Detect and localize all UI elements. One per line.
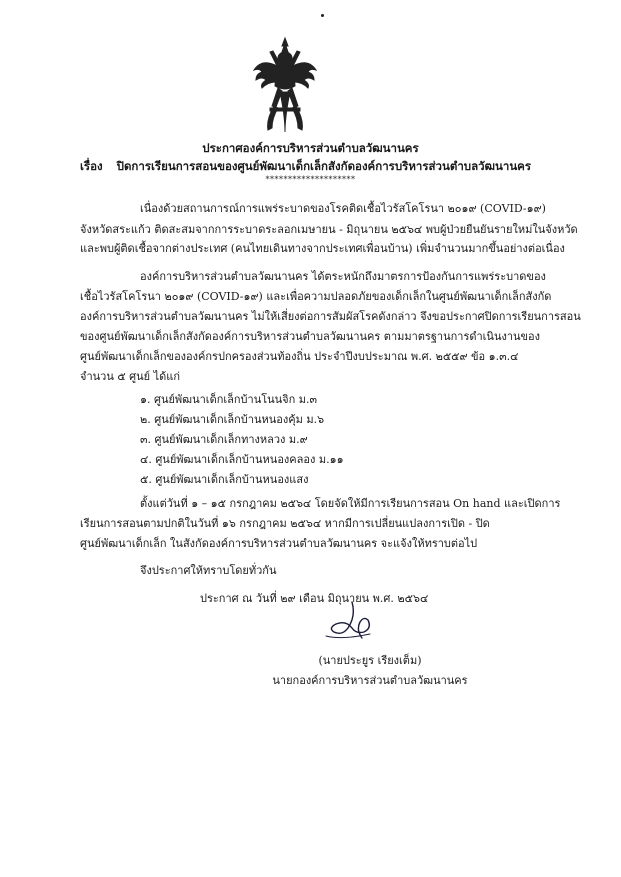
paragraph-line: เชื้อไวรัสโคโรนา ๒๐๑๙ (COVID-๑๙) และเพื่อความปลอดภัยของเด็กเล็กในศูนย์พัฒนาเด็กเล็กสังกัด <box>80 290 552 303</box>
document-title: ประกาศองค์การบริหารส่วนตำบลวัฒนานคร <box>202 141 419 155</box>
handwritten-signature-icon <box>312 598 382 644</box>
date-line: ประกาศ ณ วันที่ ๒๙ เดือน มิถุนายน พ.ศ. ๒๕๖๔ <box>200 592 429 605</box>
paragraph-line: ตั้งแต่วันที่ ๑ – ๑๕ กรกฎาคม ๒๕๖๔ โดยจัดให้มีการเรียนการสอน On hand และเปิดการ <box>140 497 561 510</box>
paragraph-line: และพบผู้ติดเชื้อจากต่างประเทศ (คนไทยเดินทางจากประเทศเพื่อนบ้าน) เพิ่มจำนวนมากขึ้นอย่างต่อเนื่อง <box>80 242 565 255</box>
list-item: ๒. ศูนย์พัฒนาเด็กเล็กบ้านหนองคุ้ม ม.๖ <box>140 413 325 426</box>
divider-stars: ******************** <box>265 175 356 184</box>
paragraph-line: เรียนการสอนตามปกติในวันที่ ๑๖ กรกฎาคม ๒๕๖๔ หากมีการเปลี่ยนแปลงการเปิด - ปิด <box>80 517 490 530</box>
subject-text: ปิดการเรียนการสอนของศูนย์พัฒนาเด็กเล็กสังกัดองค์การบริหารส่วนตำบลวัฒนานคร <box>116 159 532 173</box>
paragraph-line: ศูนย์พัฒนาเด็กเล็ก ในสังกัดองค์การบริหารส่วนตำบลวัฒนานคร จะแจ้งให้ทราบต่อไป <box>80 537 478 550</box>
list-item: ๔. ศูนย์พัฒนาเด็กเล็กบ้านหนองคลอง ม.๑๑ <box>140 453 344 466</box>
signer-position: นายกองค์การบริหารส่วนตำบลวัฒนานคร <box>272 674 468 687</box>
paragraph-line: เนื่องด้วยสถานการณ์การแพร่ระบาดของโรคติดเชื้อไวรัสโคโรนา ๒๐๑๙ (COVID-๑๙) <box>140 202 546 215</box>
paragraph-line: จำนวน ๕ ศูนย์ ได้แก่ <box>80 370 181 383</box>
list-item: ๓. ศูนย์พัฒนาเด็กเล็กทางหลวง ม.๙ <box>140 433 308 446</box>
paragraph-line: องค์การบริหารส่วนตำบลวัฒนานคร ได้ตระหนักถึงมาตรการป้องกันการแพร่ระบาดของ <box>140 270 546 283</box>
list-item: ๑. ศูนย์พัฒนาเด็กเล็กบ้านโนนจิก ม.๓ <box>140 393 318 406</box>
paragraph-line: จังหวัดสระแก้ว ติดสะสมจากการระบาดระลอกเมษายน - มิถุนายน ๒๕๖๔ พบผู้ป่วยยืนยันรายใหม่ในจังหวัด <box>80 223 578 236</box>
garuda-emblem-icon <box>252 36 318 134</box>
subject-label: เรื่อง <box>80 159 103 173</box>
top-dot-mark <box>321 14 324 17</box>
list-item: ๕. ศูนย์พัฒนาเด็กเล็กบ้านหนองแสง <box>140 473 309 486</box>
paragraph-line: ศูนย์พัฒนาเด็กเล็กขององค์กรปกครองส่วนท้องถิ่น ประจำปีงบประมาณ พ.ศ. ๒๕๕๙ ข้อ ๑.๓.๔ <box>80 350 519 363</box>
paragraph-line: องค์การบริหารส่วนตำบลวัฒนานคร ไม่ให้เสี่ยงต่อการสัมผัสโรคดังกล่าว จึงขอประกาศปิดการเรียนการสอน <box>80 310 581 323</box>
document-subject <box>80 158 531 176</box>
closing-line: จึงประกาศให้ทราบโดยทั่วกัน <box>140 564 277 577</box>
signer-name: (นายประยูร เรียงเต็ม) <box>318 654 422 667</box>
paragraph-line: ของศูนย์พัฒนาเด็กเล็กสังกัดองค์การบริหารส่วนตำบลวัฒนานคร ตามมาตรฐานการดำเนินงานของ <box>80 330 541 343</box>
